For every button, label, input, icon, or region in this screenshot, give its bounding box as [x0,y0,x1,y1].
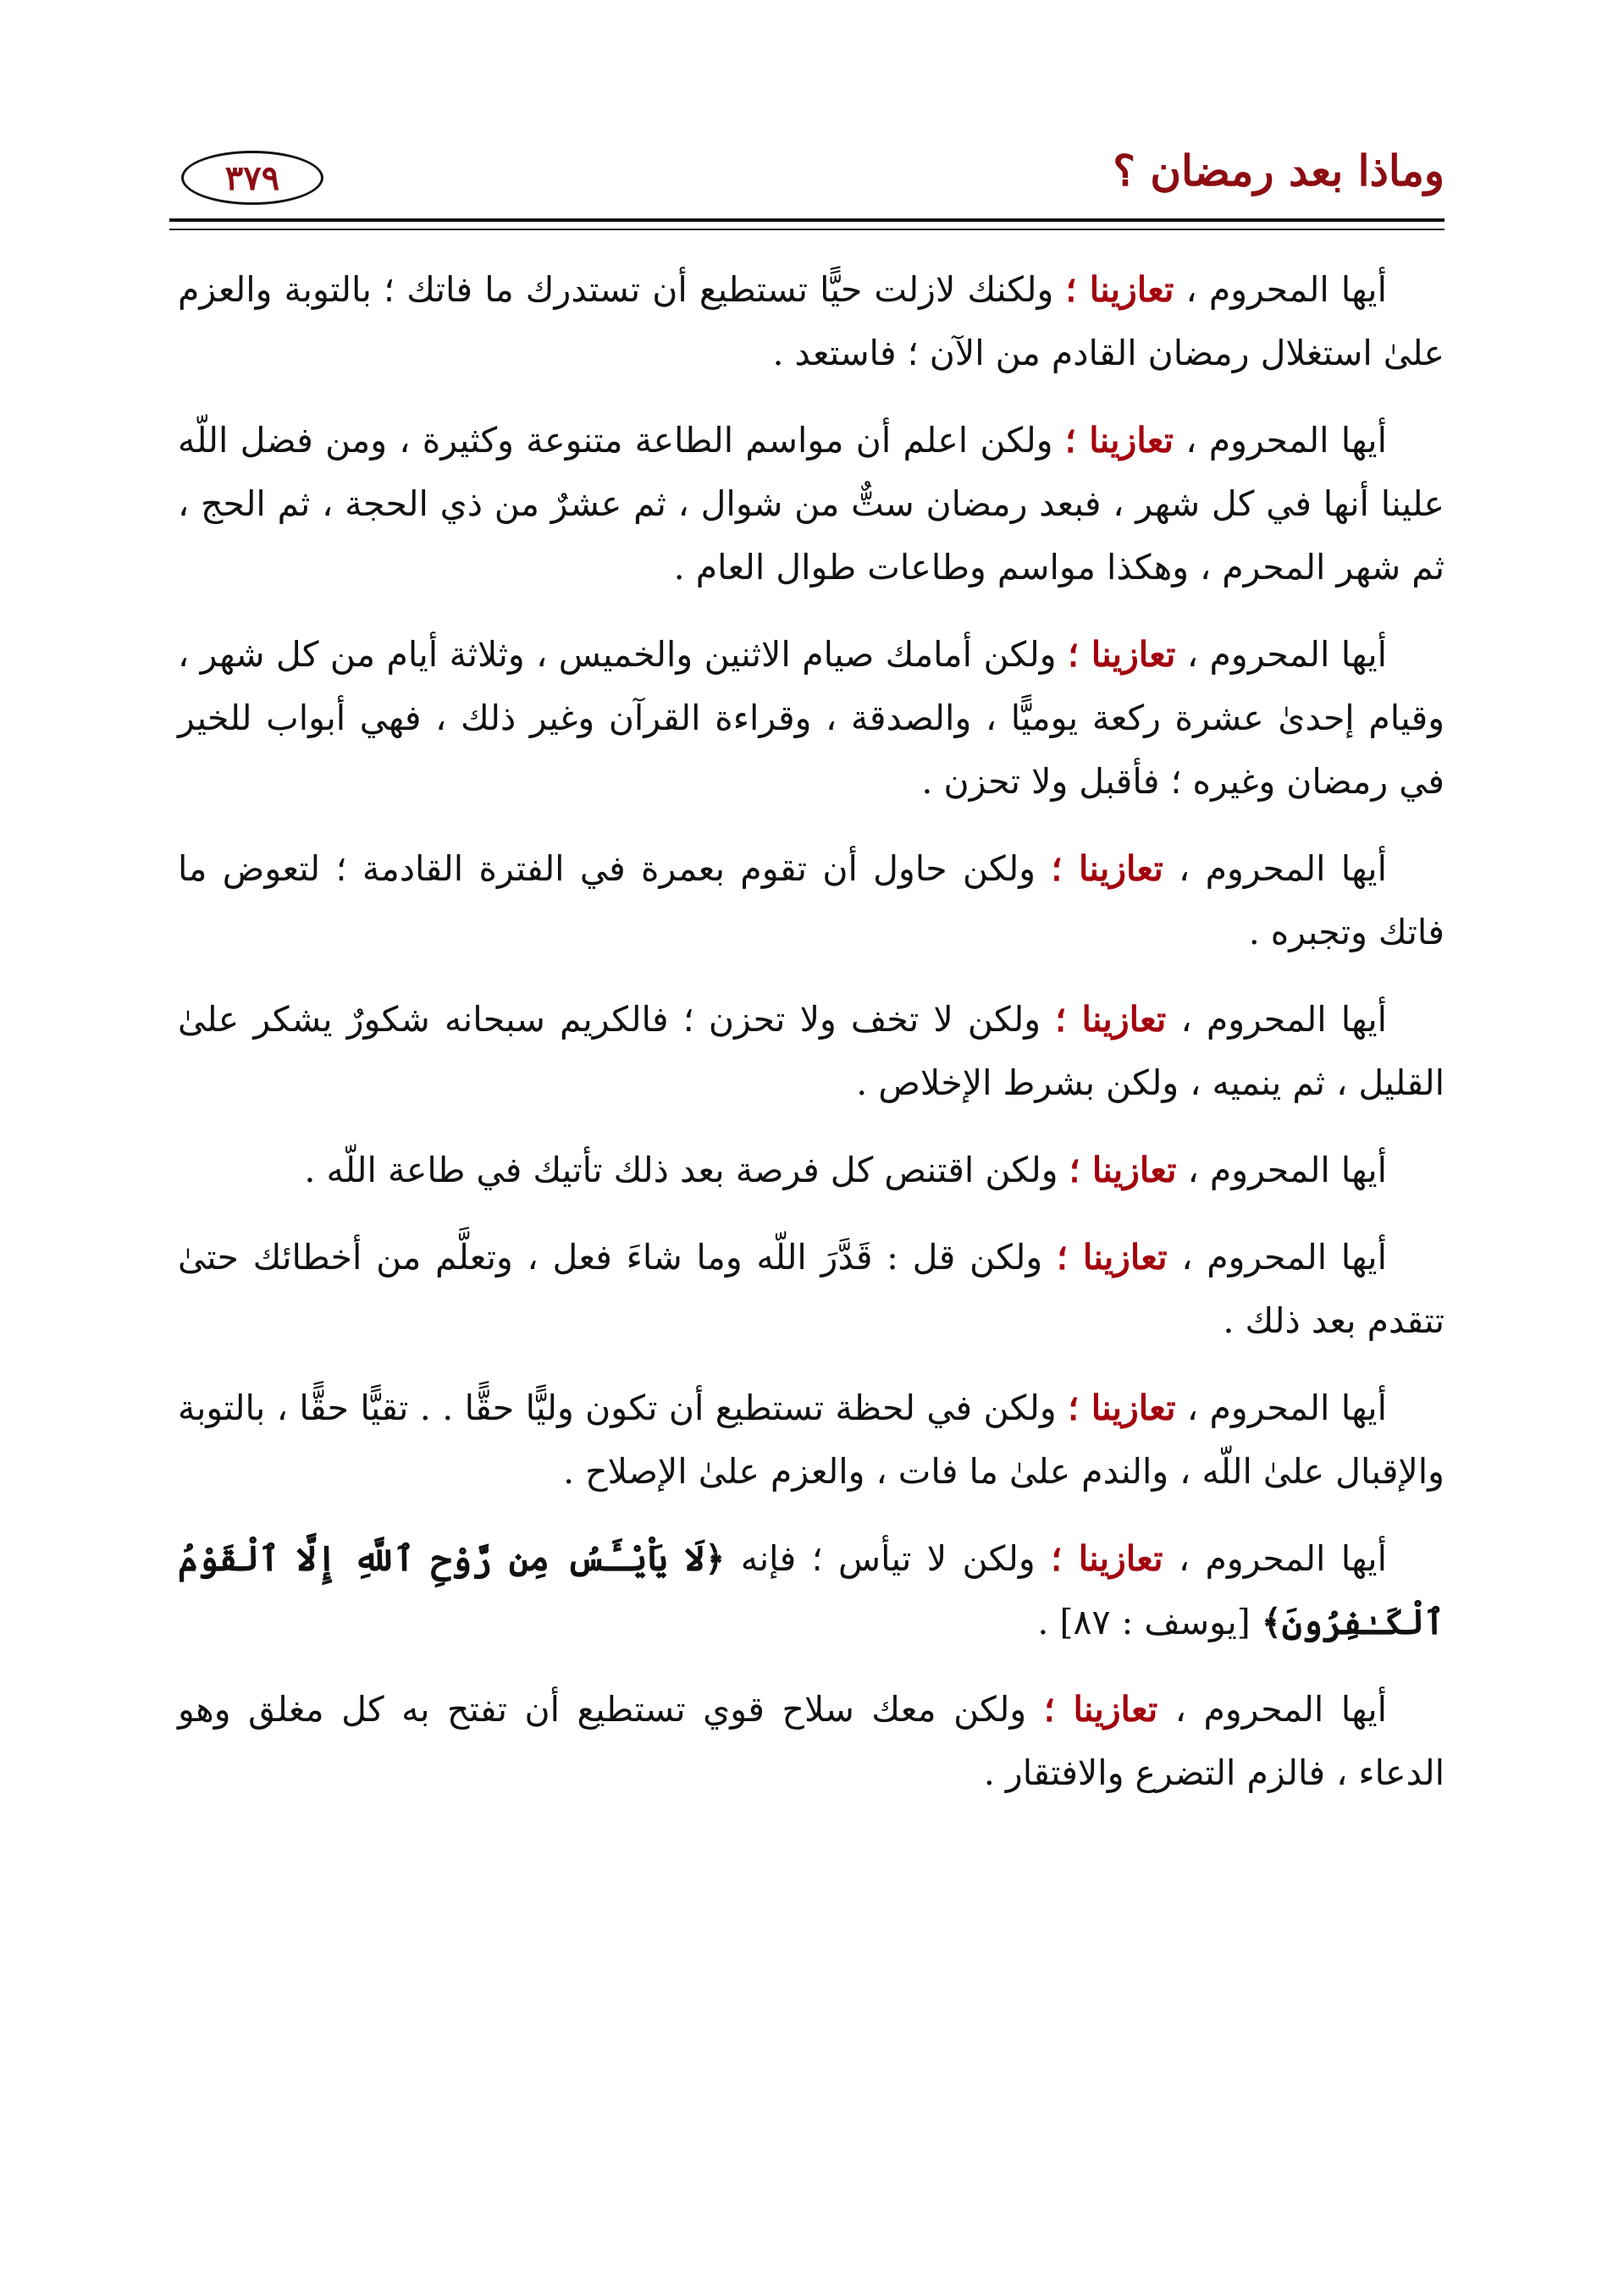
page-number-badge: ٣٧٩ [181,151,323,205]
paragraph-address: أيها المحروم ، [1157,1689,1387,1730]
paragraph [178,837,1444,964]
paragraph-text: ولكن أمامك صيام الاثنين والخميس ، وثلاثة أيام من كل شهر ، وقيام إحدىٰ عشرة ركعة يوميًّا ، والصدقة ، وقراءة القرآن وغير ذلك ، فهي أبواب للخير في رمضان وغيره ؛ فأقبل ولا تحزن . [178,634,1444,802]
paragraph-address: أيها المحروم ، [1175,1388,1387,1428]
paragraph [178,1377,1444,1504]
paragraph-address: أيها المحروم ، [1163,848,1387,889]
paragraph-text: ولكن لا تخف ولا تحزن ؛ فالكريم سبحانه شكورٌ يشكر علىٰ القليل ، ثم ينميه ، ولكن بشرط الإخلاص . [178,999,1444,1103]
paragraph [178,1139,1444,1202]
paragraph [178,1226,1444,1353]
paragraph [178,623,1444,814]
paragraph [178,258,1444,385]
paragraph-text: ولكن اقتنص كل فرصة بعد ذلك تأتيك في طاعة اللّه . [304,1150,1069,1190]
page-header [169,127,1444,220]
paragraph-address: أيها المحروم ، [1166,999,1387,1040]
paragraph-address: أيها المحروم ، [1167,1237,1387,1278]
quran-verse: ﴿لَا يَاْيْـَٔسُ مِن رَّوْحِ ٱللَّهِ إِلَّا ٱلْقَوْمُ ٱلْكَـٰفِرُونَ﴾ [178,1538,1444,1642]
paragraph [178,1678,1444,1805]
paragraph-text: ولكن معك سلاح قوي تستطيع أن تفتح به كل مغلق وهو الدعاء ، فالزم التضرع والافتقار . [178,1689,1444,1793]
running-title: وماذا بعد رمضان ؟ [1113,146,1444,196]
paragraph-address: أيها المحروم ، [1175,634,1387,675]
paragraph-address: أيها المحروم ، [1176,1150,1387,1190]
paragraph-keyword: تعازينا ؛ [1068,1388,1176,1428]
paragraph-keyword: تعازينا ؛ [1043,1689,1158,1730]
page-body [178,258,1444,1829]
paragraph [178,409,1444,599]
paragraph [178,988,1444,1115]
header-rule-thick [169,218,1444,222]
paragraph-text: ولكن لا تيأس ؛ فإنه [725,1538,1052,1579]
paragraph-keyword: تعازينا ؛ [1068,634,1176,675]
paragraph-keyword: تعازينا ؛ [1051,848,1163,889]
paragraph-keyword: تعازينا ؛ [1064,420,1174,461]
paragraph-address: أيها المحروم ، [1163,1538,1387,1579]
paragraph-text: ولكن في لحظة تستطيع أن تكون وليًّا حقًّا . . تقيًّا حقًّا ، بالتوبة والإقبال علىٰ اللّه ، والندم علىٰ ما فات ، والعزم علىٰ الإصلاح . [178,1388,1444,1492]
paragraph [178,1527,1444,1654]
paragraph-keyword: تعازينا ؛ [1065,269,1174,310]
header-rule-thin [169,229,1444,230]
paragraph-text: ولكن اعلم أن مواسم الطاعة متنوعة وكثيرة ، ومن فضل اللّه علينا أنها في كل شهر ، فبعد رمضان ستٌّ من شوال ، ثم عشرٌ من ذي الحجة ، ثم الحج ، ثم شهر المحرم ، وهكذا مواسم وطاعات طوال العام . [178,420,1444,588]
paragraph-keyword: تعازينا ؛ [1051,1538,1163,1579]
paragraph-address: أيها المحروم ، [1174,269,1387,310]
paragraph-text: ولكن قل : قَدَّرَ اللّه وما شاءَ فعل ، وتعلَّم من أخطائك حتىٰ تتقدم بعد ذلك . [178,1237,1444,1341]
paragraph-keyword: تعازينا ؛ [1055,999,1167,1040]
paragraph-keyword: تعازينا ؛ [1069,1150,1177,1190]
paragraph-text: ولكن حاول أن تقوم بعمرة في الفترة القادمة ؛ لتعوض ما فاتك وتجبره . [178,848,1444,952]
paragraph-text: ولكنك لازلت حيًّا تستطيع أن تستدرك ما فاتك ؛ بالتوبة والعزم علىٰ استغلال رمضان القادم من الآن ؛ فاستعد . [178,269,1444,373]
paragraph-address: أيها المحروم ، [1174,420,1387,461]
verse-reference: [يوسف : ٨٧] . [1037,1602,1262,1642]
paragraph-keyword: تعازينا ؛ [1056,1237,1168,1278]
